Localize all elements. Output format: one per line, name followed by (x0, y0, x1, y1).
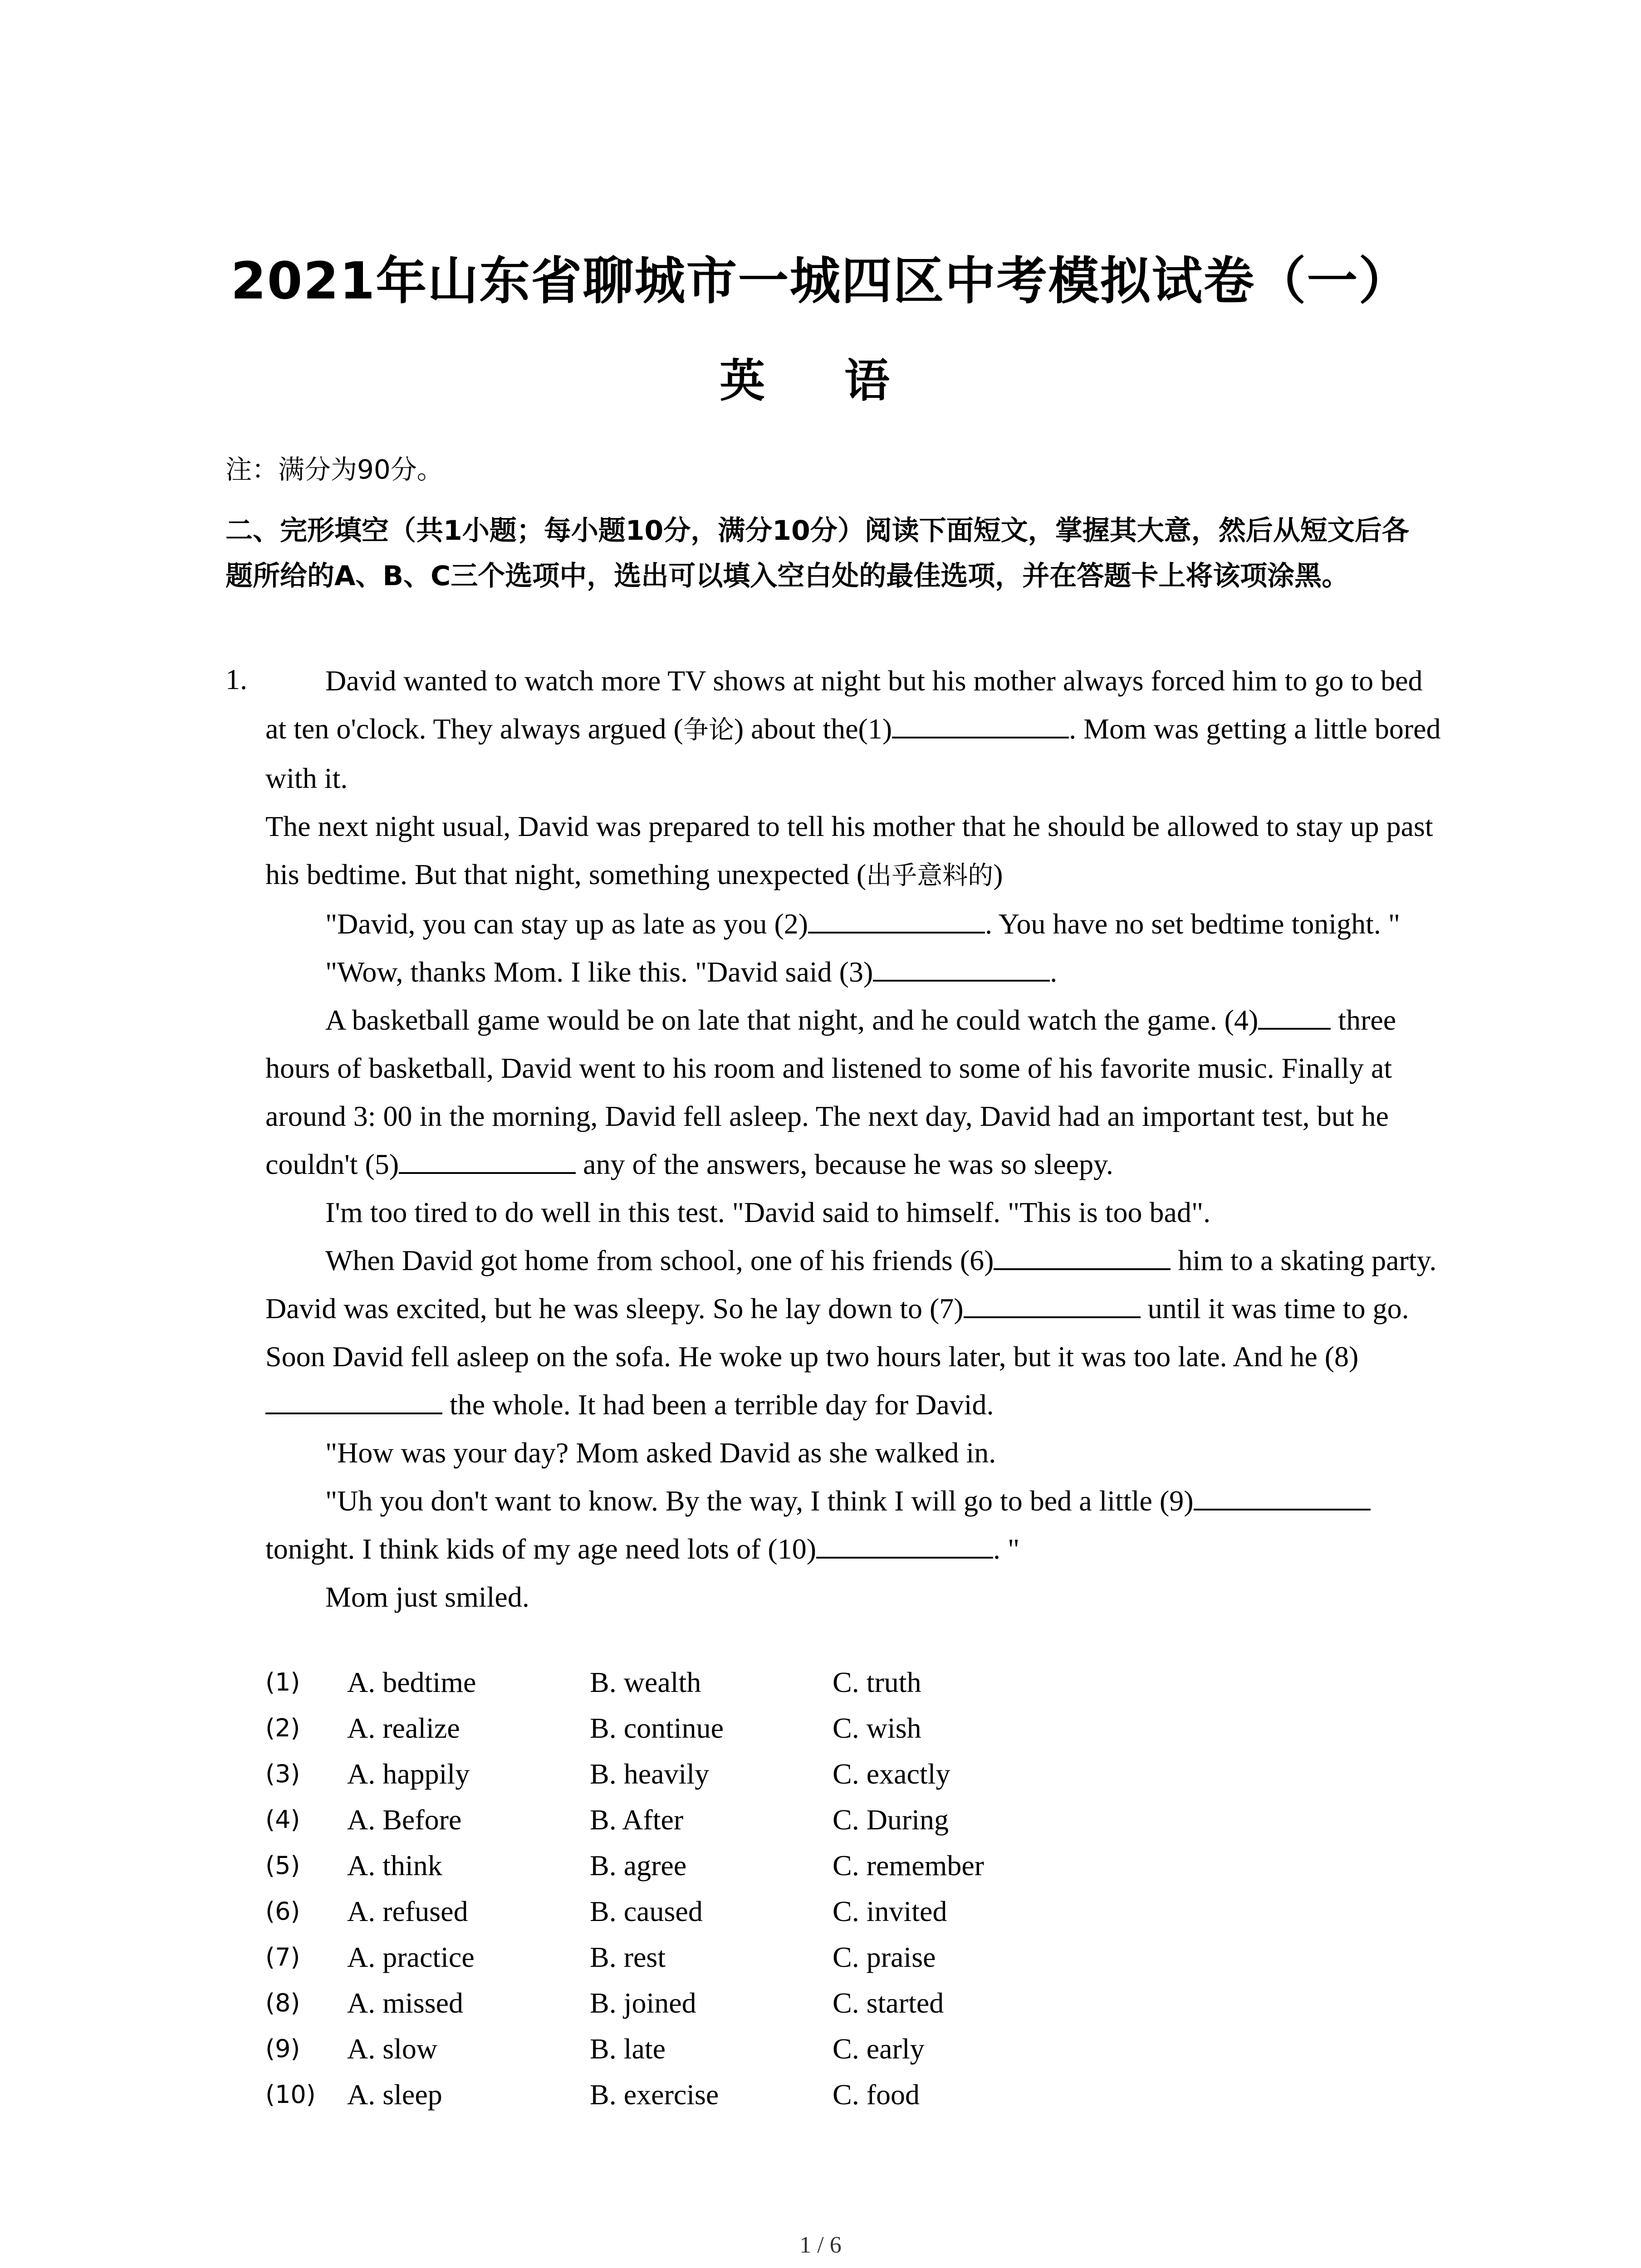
option-b[interactable]: B. exercise (590, 2078, 719, 2111)
option-b[interactable]: B. joined (590, 1987, 696, 2019)
option-b[interactable]: B. After (590, 1804, 684, 1836)
blank-7 (964, 1288, 1141, 1318)
option-b[interactable]: B. agree (590, 1849, 687, 1882)
option-number: (6) (265, 1897, 300, 1926)
blank-3 (873, 952, 1050, 982)
blank-8 (265, 1384, 442, 1414)
section-instruction: 二、完形填空（共1小题；每小题10分，满分10分）阅读下面短文，掌握其大意，然后从短文后各题所给的A、B、C三个选项中，选出可以填入空白处的最佳选项，并在答题卡上将该项涂黑。 (225, 515, 1409, 592)
passage-paragraph: A basketball game would be on late that night, and he could watch the game. (4) three hours of basketball, David went to his room and listened to some of his favorite music. Finally at around 3: 00 in the morning, David fell asleep. The next day, David had an important test, but he couldn't (5) any of the answers, because he was so sleepy. (265, 996, 1445, 1188)
page-number: 1 / 6 (799, 2232, 842, 2258)
option-a[interactable]: A. happily (347, 1758, 470, 1790)
passage-paragraph: "How was your day? Mom asked David as she walked in. (325, 1437, 996, 1469)
option-row (265, 1797, 1105, 1843)
blank-6 (994, 1240, 1171, 1270)
option-a[interactable]: A. missed (347, 1987, 463, 2019)
option-a[interactable]: A. slow (347, 2033, 438, 2065)
passage-paragraph: Mom just smiled. (325, 1581, 529, 1613)
option-a[interactable]: A. Before (347, 1804, 462, 1836)
option-number: (1) (265, 1668, 300, 1696)
question-number: 1. (225, 663, 247, 695)
exam-title: 2021年山东省聊城市一城四区中考模拟试卷（一） (230, 252, 1411, 311)
option-c[interactable]: C. early (833, 2033, 925, 2065)
option-c[interactable]: C. food (833, 2078, 920, 2111)
option-row (265, 1705, 1105, 1751)
option-row (265, 1843, 1105, 1888)
option-number: (10) (265, 2080, 316, 2109)
option-number: (4) (265, 1805, 300, 1834)
passage-paragraph: I'm too tired to do well in this test. "David said to himself. "This is too bad". (325, 1196, 1211, 1228)
option-a[interactable]: A. refused (347, 1895, 468, 1927)
option-a[interactable]: A. practice (347, 1941, 475, 1973)
passage-paragraph: The next night usual, David was prepared to tell his mother that he should be allowed to stay up past his bedtime. But that night, something unexpected (出乎意料的) (265, 810, 1433, 890)
option-row (265, 1888, 1105, 1934)
passage-paragraph: David wanted to watch more TV shows at night but his mother always forced him to go to bed at ten o'clock. They always argued (争论) about the(1) . Mom was getting a little bored with it. (265, 665, 1441, 794)
blank-5 (399, 1144, 576, 1174)
option-c[interactable]: C. exactly (833, 1758, 950, 1790)
answer-options (265, 1659, 1105, 2117)
option-a[interactable]: A. bedtime (347, 1666, 476, 1698)
score-note: 注：满分为90分。 (225, 454, 443, 485)
option-c[interactable]: C. praise (833, 1941, 936, 1973)
option-b[interactable]: B. heavily (590, 1758, 710, 1790)
blank-2 (808, 904, 985, 934)
option-a[interactable]: A. sleep (347, 2078, 442, 2111)
option-c[interactable]: C. invited (833, 1895, 947, 1927)
option-b[interactable]: B. wealth (590, 1666, 701, 1698)
option-b[interactable]: B. rest (590, 1941, 666, 1973)
option-number: (3) (265, 1760, 300, 1788)
blank-1 (892, 709, 1069, 738)
blank-4 (1258, 1000, 1331, 1030)
option-c[interactable]: C. truth (833, 1666, 921, 1698)
option-row (265, 1934, 1105, 1980)
option-number: (8) (265, 1989, 300, 2017)
passage-paragraph: "Uh you don't want to know. By the way, I think I will go to bed a little (9) tonight. I think kids of my age need lots of (10) . " (265, 1477, 1445, 1573)
cloze-passage (265, 657, 1445, 1621)
option-c[interactable]: C. wish (833, 1712, 921, 1744)
option-b[interactable]: B. continue (590, 1712, 724, 1744)
blank-10 (816, 1529, 993, 1559)
option-row (265, 2072, 1105, 2117)
option-a[interactable]: A. think (347, 1849, 442, 1882)
passage-paragraph: "Wow, thanks Mom. I like this. "David said (3) . (265, 948, 1445, 996)
option-row (265, 1659, 1105, 1705)
option-c[interactable]: C. started (833, 1987, 944, 2019)
blank-9 (1194, 1481, 1371, 1510)
subject-heading: 英 语 (720, 354, 921, 407)
option-number: (9) (265, 2034, 300, 2063)
option-c[interactable]: C. During (833, 1804, 949, 1836)
option-number: (7) (265, 1943, 300, 1971)
option-b[interactable]: B. caused (590, 1895, 703, 1927)
passage-paragraph: When David got home from school, one of his friends (6) him to a skating party. David was excited, but he was sleepy. So he lay down to (7) until it was time to go. Soon David fell asleep on the sofa. He woke up two hours later, but it was too late. And he (8) the whole. It had been a terrible day for David. (265, 1237, 1445, 1429)
option-c[interactable]: C. remember (833, 1849, 985, 1882)
option-row (265, 2026, 1105, 2072)
option-number: (2) (265, 1714, 300, 1742)
option-a[interactable]: A. realize (347, 1712, 460, 1744)
option-b[interactable]: B. late (590, 2033, 666, 2065)
option-row (265, 1980, 1105, 2026)
passage-paragraph: "David, you can stay up as late as you (2) . You have no set bedtime tonight. " (265, 900, 1445, 948)
option-row (265, 1751, 1105, 1797)
option-number: (5) (265, 1851, 300, 1880)
